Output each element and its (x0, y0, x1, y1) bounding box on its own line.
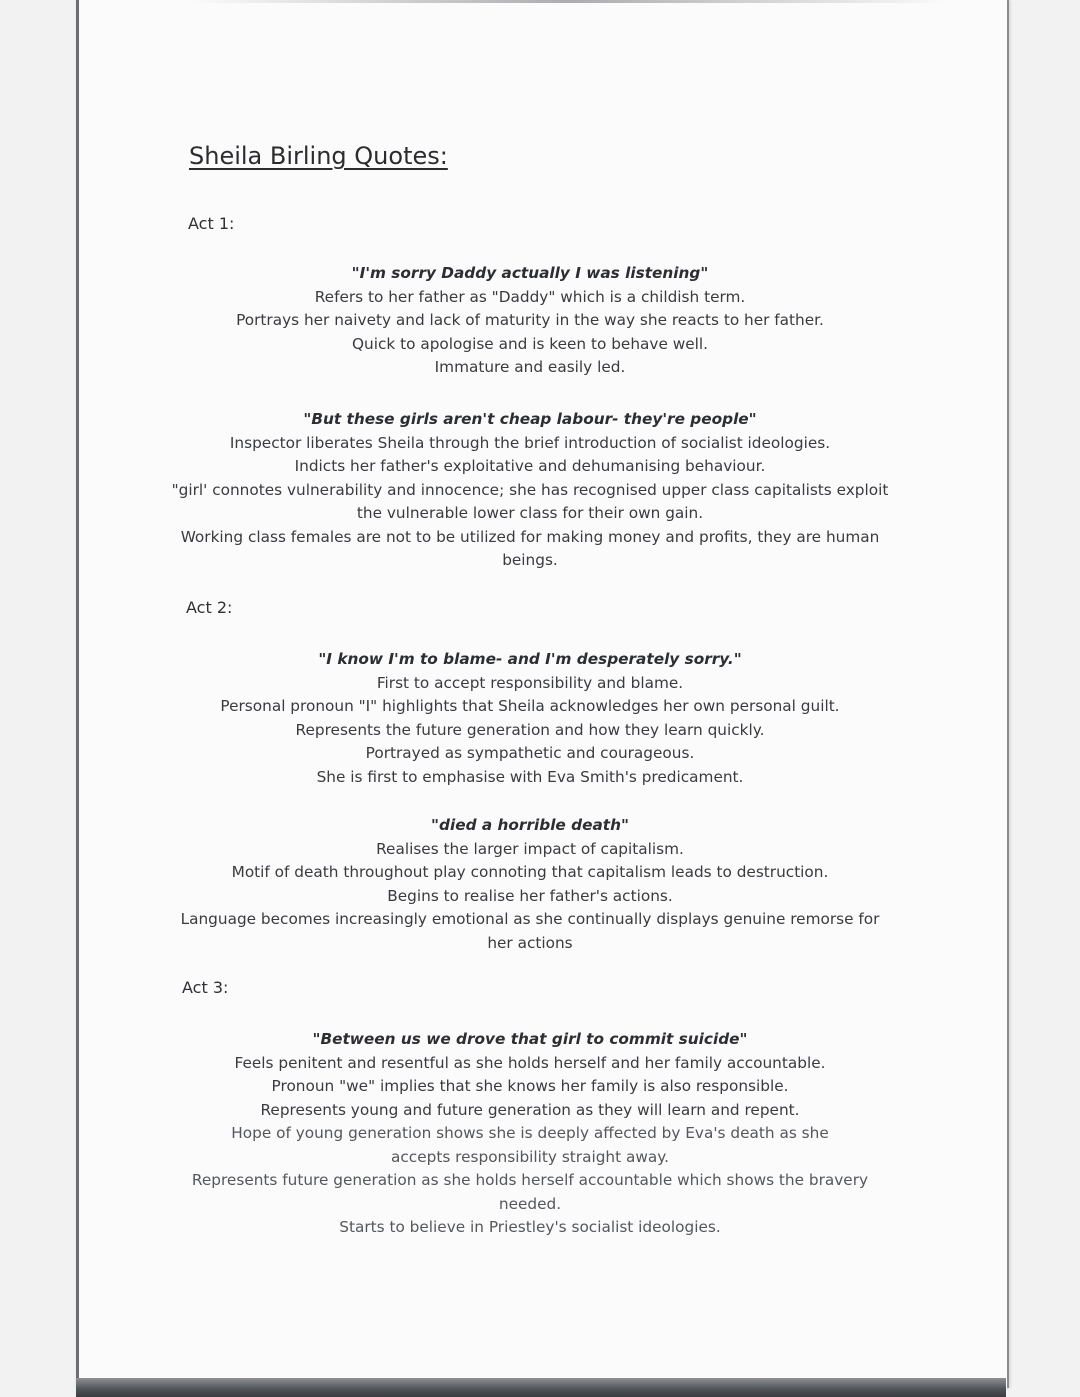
analysis-note: She is first to emphasise with Eva Smith's predicament. (316, 767, 744, 786)
quote-text: "Between us we drove that girl to commit suicide" (312, 1030, 748, 1048)
act-3-heading: Act 3: (182, 978, 229, 997)
act-2-entry-1 (150, 648, 910, 789)
act-2-heading: Act 2: (186, 598, 233, 617)
analysis-note: Working class females are not to be utilized for making money and profits, they are human beings. (180, 527, 880, 569)
analysis-note: Motif of death throughout play connoting that capitalism leads to destruction. (231, 863, 829, 881)
analysis-note: Quick to apologise and is keen to behave well. (351, 334, 709, 353)
analysis-note: Begins to realise her father's actions. (387, 886, 673, 905)
analysis-note: Personal pronoun "I" highlights that Sheila acknowledges her own personal guilt. (220, 697, 840, 715)
paper-bottom-edge (76, 1378, 1006, 1397)
analysis-note: Feels penitent and resentful as she holds herself and her family accountable. (234, 1053, 826, 1072)
analysis-note: Portrayed as sympathetic and courageous. (365, 744, 695, 762)
act-1-entry-1 (150, 262, 910, 380)
paper-top-edge (190, 0, 950, 3)
analysis-note: Starts to believe in Priestley's socialist ideologies. (339, 1218, 721, 1236)
analysis-note: Represents young and future generation as they will learn and repent. (260, 1100, 800, 1119)
analysis-note: Inspector liberates Sheila through the brief introduction of socialist ideologies. (229, 433, 831, 452)
quote-text: "I know I'm to blame- and I'm desperately sorry." (318, 650, 742, 668)
analysis-note: Indicts her father's exploitative and dehumanising behaviour. (294, 457, 766, 475)
analysis-note: Refers to her father as "Daddy" which is a childish term. (314, 287, 746, 306)
quote-text: "I'm sorry Daddy actually I was listening" (351, 264, 709, 282)
analysis-note: Realises the larger impact of capitalism. (376, 839, 684, 858)
analysis-note: Pronoun "we" implies that she knows her family is also responsible. (271, 1077, 789, 1095)
analysis-note: Represents future generation as she holds herself accountable which shows the bravery needed. (191, 1171, 869, 1213)
act-1-entry-2 (150, 408, 910, 573)
quote-text: "died a horrible death" (431, 816, 629, 834)
page-title: Sheila Birling Quotes: (189, 142, 448, 170)
analysis-note: Immature and easily led. (434, 358, 626, 376)
analysis-note: "girl' connotes vulnerability and innocence; she has recognised upper class capitalists exploit the vulnerable lower class for their own gain. (171, 480, 889, 522)
analysis-note: Represents the future generation and how they learn quickly. (295, 720, 765, 739)
analysis-note: Language becomes increasingly emotional as she continually displays genuine remorse for her actions (180, 910, 880, 952)
analysis-note: Hope of young generation shows she is deeply affected by Eva's death as she accepts responsibility straight away. (231, 1124, 829, 1166)
act-3-entry-1 (150, 1028, 910, 1240)
act-1-heading: Act 1: (188, 214, 235, 233)
act-2-entry-2 (150, 814, 910, 955)
analysis-note: First to accept responsibility and blame. (376, 673, 684, 692)
quote-text: "But these girls aren't cheap labour- they're people" (303, 410, 757, 428)
analysis-note: Portrays her naivety and lack of maturity in the way she reacts to her father. (236, 311, 824, 329)
